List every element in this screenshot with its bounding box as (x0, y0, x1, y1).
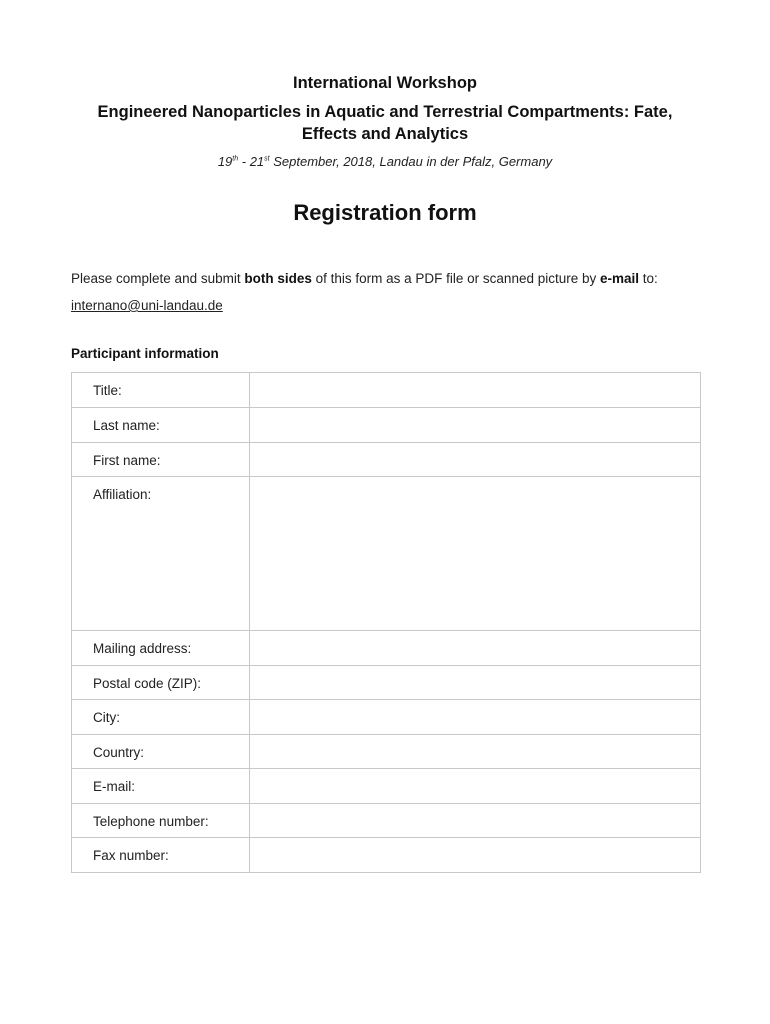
field-label-cell (72, 443, 250, 477)
field-value-country[interactable] (250, 735, 701, 769)
form-row-city (72, 700, 701, 735)
form-row-postal-code (72, 666, 701, 700)
date-end-day: - 21 (238, 154, 265, 169)
field-label-telephone: Telephone number: (93, 814, 209, 829)
email-link[interactable]: internano@uni-landau.de (71, 298, 223, 313)
field-label-cell (72, 373, 250, 408)
field-label-city: City: (93, 710, 120, 725)
instructions-part-2: of this form as a PDF file or scanned picture by (311, 271, 600, 286)
field-label-cell (72, 735, 250, 769)
field-label-cell (72, 408, 250, 443)
form-row-affiliation (72, 477, 701, 631)
field-label-cell (72, 838, 250, 873)
workshop-title: International Workshop (293, 74, 477, 92)
section-heading: Participant information (71, 346, 219, 361)
field-label-country: Country: (93, 745, 145, 760)
workshop-date-location (0, 154, 770, 169)
field-label-cell (72, 477, 250, 631)
field-label-cell (72, 666, 250, 700)
form-row-country (72, 735, 701, 769)
field-label-cell (72, 631, 250, 666)
field-label-mailing-address: Mailing address: (93, 641, 192, 656)
participant-form-table (71, 372, 701, 873)
field-label-first-name: First name: (93, 453, 161, 468)
instructions-bold-2: e-mail (600, 271, 640, 286)
form-heading: Registration form (293, 200, 477, 225)
field-value-city[interactable] (250, 700, 701, 735)
form-row-fax (72, 838, 701, 873)
date-end-suffix: st (264, 155, 270, 163)
form-row-telephone (72, 804, 701, 838)
form-row-email (72, 769, 701, 804)
field-label-affiliation: Affiliation: (93, 487, 152, 502)
field-value-email[interactable] (250, 769, 701, 804)
field-label-last-name: Last name: (93, 418, 160, 433)
instructions-part-3: to: (639, 271, 658, 286)
field-value-postal-code[interactable] (250, 666, 701, 700)
workshop-subtitle-line-1: Engineered Nanoparticles in Aquatic and Terrestrial Compartments: Fate, (97, 103, 673, 121)
field-value-fax[interactable] (250, 838, 701, 873)
instructions-bold-1: both sides (244, 271, 312, 286)
field-label-postal-code: Postal code (ZIP): (93, 676, 202, 691)
field-value-affiliation[interactable] (250, 477, 701, 631)
field-label-cell (72, 769, 250, 804)
form-row-first-name (72, 443, 701, 477)
workshop-subtitle-line-2: Effects and Analytics (301, 125, 469, 143)
field-label-fax: Fax number: (93, 848, 169, 863)
field-label-cell (72, 804, 250, 838)
form-row-last-name (72, 408, 701, 443)
field-value-mailing-address[interactable] (250, 631, 701, 666)
form-row-mailing-address (72, 631, 701, 666)
field-label-email: E-mail: (93, 779, 136, 794)
field-label-cell (72, 700, 250, 735)
date-start-suffix: th (232, 155, 239, 163)
field-value-telephone[interactable] (250, 804, 701, 838)
instructions-text (71, 271, 658, 286)
form-row-title (72, 373, 701, 408)
field-value-first-name[interactable] (250, 443, 701, 477)
date-start-day: 19 (217, 154, 233, 169)
date-location: September, 2018, Landau in der Pfalz, Germany (269, 154, 553, 169)
instructions-part-1: Please complete and submit (71, 271, 245, 286)
field-label-title: Title: (93, 383, 122, 398)
field-value-last-name[interactable] (250, 408, 701, 443)
field-value-title[interactable] (250, 373, 701, 408)
